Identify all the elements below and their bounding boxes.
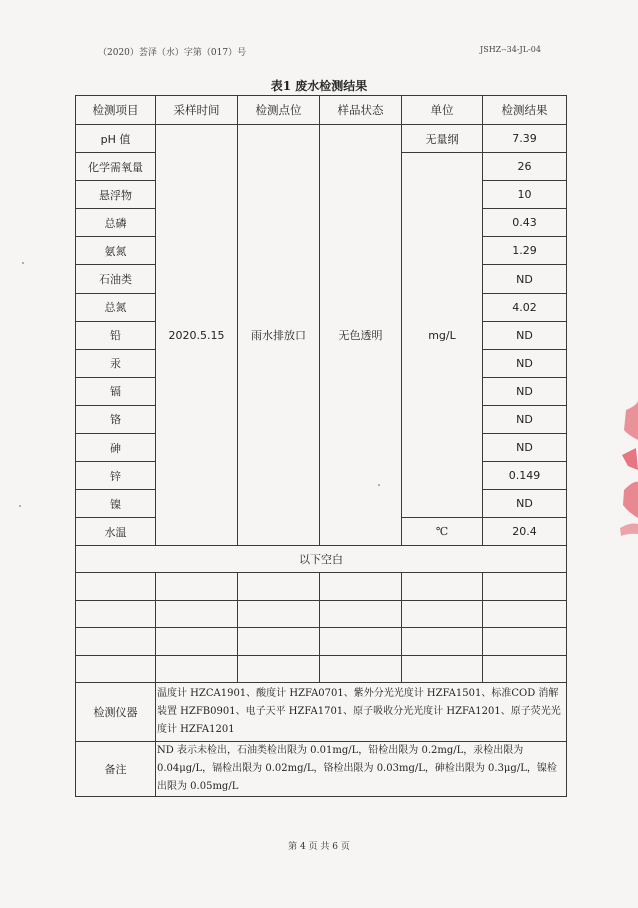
item-cell: 锌 bbox=[76, 462, 156, 490]
item-cell: 水温 bbox=[76, 518, 156, 546]
remarks-text: ND 表示未检出，石油类检出限为 0.01mg/L，铅检出限为 0.2mg/L，汞检出限为 0.04μg/L，镉检出限为 0.02mg/L，铬检出限为 0.03mg/L，砷检出限为 0.3μg/L，镍检出限为 0.05mg/L bbox=[156, 742, 567, 797]
column-header: 检测项目 bbox=[76, 96, 156, 125]
column-header: 检测结果 bbox=[483, 96, 567, 125]
result-cell: ND bbox=[483, 321, 567, 349]
result-cell: ND bbox=[483, 434, 567, 462]
remarks-row bbox=[76, 742, 567, 797]
empty-row bbox=[76, 628, 567, 656]
item-cell: 镍 bbox=[76, 490, 156, 518]
table-title: 表1 废水检测结果 bbox=[270, 79, 368, 93]
unit-cell: 无量纲 bbox=[402, 125, 483, 153]
sample-state-cell: 无色透明 bbox=[320, 125, 402, 546]
item-cell: 化学需氧量 bbox=[76, 153, 156, 181]
result-cell: 7.39 bbox=[483, 125, 567, 153]
item-cell: 砷 bbox=[76, 434, 156, 462]
document-number: （2020）荟泽（水）字第（017）号 bbox=[98, 48, 247, 58]
result-cell: 1.29 bbox=[483, 237, 567, 265]
result-cell: 0.43 bbox=[483, 209, 567, 237]
item-cell: pH 值 bbox=[76, 125, 156, 153]
result-cell: ND bbox=[483, 405, 567, 433]
blank-note: 以下空白 bbox=[76, 546, 567, 573]
column-header: 采样时间 bbox=[156, 96, 238, 125]
unit-cell: mg/L bbox=[402, 153, 483, 518]
column-header: 单位 bbox=[402, 96, 483, 125]
result-cell: 26 bbox=[483, 153, 567, 181]
empty-row bbox=[76, 655, 567, 683]
result-cell: 0.149 bbox=[483, 462, 567, 490]
empty-row bbox=[76, 600, 567, 628]
remarks-label: 备注 bbox=[76, 742, 156, 797]
result-cell: ND bbox=[483, 349, 567, 377]
result-cell: ND bbox=[483, 490, 567, 518]
result-cell: 4.02 bbox=[483, 293, 567, 321]
column-header: 检测点位 bbox=[238, 96, 320, 125]
table-row bbox=[76, 125, 567, 153]
result-cell: ND bbox=[483, 377, 567, 405]
instruments-text: 温度计 HZCA1901、酸度计 HZFA0701、紫外分光光度计 HZFA1501、标准COD 消解装置 HZFB0901、电子天平 HZFA1701、原子吸收分光光度计 HZFA1201、原子荧光光度计 HZFA1201 bbox=[156, 683, 567, 742]
red-seal-stamp bbox=[618, 400, 638, 550]
item-cell: 悬浮物 bbox=[76, 181, 156, 209]
scan-speck bbox=[378, 484, 380, 486]
item-cell: 镉 bbox=[76, 377, 156, 405]
item-cell: 铅 bbox=[76, 321, 156, 349]
result-cell: ND bbox=[483, 265, 567, 293]
instruments-row bbox=[76, 683, 567, 742]
empty-row bbox=[76, 573, 567, 601]
blank-note-row bbox=[76, 546, 567, 573]
item-cell: 总氮 bbox=[76, 293, 156, 321]
page-footer: 第 4 页 共 6 页 bbox=[288, 842, 350, 852]
result-cell: 10 bbox=[483, 181, 567, 209]
result-cell: 20.4 bbox=[483, 518, 567, 546]
column-header: 样品状态 bbox=[320, 96, 402, 125]
item-cell: 石油类 bbox=[76, 265, 156, 293]
unit-cell: ℃ bbox=[402, 518, 483, 546]
item-cell: 氨氮 bbox=[76, 237, 156, 265]
instruments-label: 检测仪器 bbox=[76, 683, 156, 742]
sample-time-cell: 2020.5.15 bbox=[156, 125, 238, 546]
item-cell: 铬 bbox=[76, 405, 156, 433]
table-header-row bbox=[76, 96, 567, 125]
item-cell: 汞 bbox=[76, 349, 156, 377]
sample-location-cell: 雨水排放口 bbox=[238, 125, 320, 546]
item-cell: 总磷 bbox=[76, 209, 156, 237]
scan-speck bbox=[19, 505, 21, 507]
wastewater-results-table bbox=[75, 95, 567, 797]
scan-speck bbox=[22, 262, 24, 264]
form-code: JSHZ--34-JL-04 bbox=[480, 45, 541, 54]
